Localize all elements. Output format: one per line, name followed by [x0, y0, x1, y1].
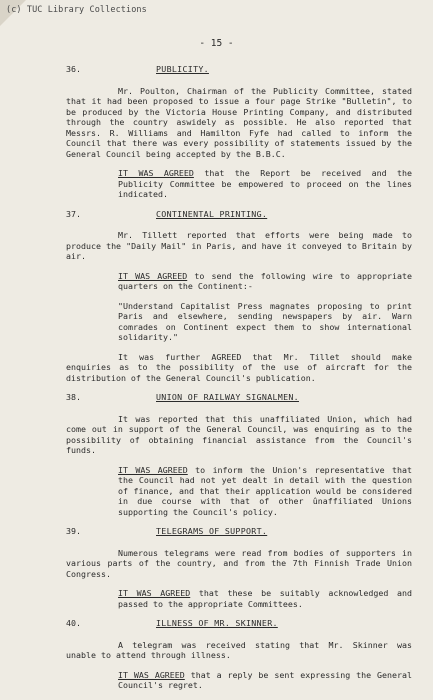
resolution [118, 465, 412, 518]
section-number: 37. [66, 208, 81, 219]
resolution-text: to inform the Union's representative that the Council had not yet dealt in detail with the question of finance, and that their application would be considered in due course with that of other ûnaffiliated Unions supporting the Council's policy. [118, 464, 413, 517]
paragraph: It was further AGREED that Mr. Tillet should make enquiries as to the possibility of the use of aircraft for the distribution of the General Council's publication. [66, 351, 412, 383]
resolution-lead: IT WAS AGREED [118, 464, 188, 475]
resolution-lead: IT WAS AGREED [118, 588, 191, 598]
section-number: 39. [66, 526, 81, 536]
resolution [118, 271, 412, 292]
page-number: - 15 - [199, 38, 234, 49]
minute-section [66, 526, 412, 609]
section-title: PUBLICITY. [156, 64, 209, 74]
paragraph: It was reported that this unaffiliated Union, which had come out in support of the General Council, was enquiring as to the possibility of obtaining financial assistance from the Council's funds. [66, 413, 412, 455]
minute-section [66, 618, 412, 691]
resolution-lead: IT WAS AGREED [118, 669, 185, 680]
resolution-text: that a reply be sent expressing the General Council's regret. [118, 669, 412, 690]
section-number: 36. [66, 64, 81, 74]
paragraph: A telegram was received stating that Mr. Skinner was unable to attend through illness. [66, 639, 412, 660]
resolution-text: that the Report be received and the Publicity Committee be empowered to proceed on the lines indicated. [118, 168, 413, 199]
section-heading [66, 618, 412, 629]
minute-section [66, 64, 412, 200]
resolution [118, 670, 412, 691]
resolution [118, 168, 412, 200]
section-title: CONTINENTAL PRINTING. [156, 208, 268, 219]
section-heading [66, 64, 412, 75]
section-title: ILLNESS OF MR. SKINNER. [156, 618, 278, 628]
minute-section [66, 392, 412, 517]
watermark: (c) TUC Library Collections [6, 5, 147, 15]
resolution-lead: IT WAS AGREED [118, 168, 194, 178]
section-heading [66, 392, 412, 403]
resolution [118, 588, 412, 609]
minute-section [66, 209, 412, 384]
minutes-body [66, 64, 412, 700]
section-title: TELEGRAMS OF SUPPORT. [156, 526, 268, 536]
paragraph: Mr. Tillett reported that efforts were being made to produce the "Daily Mail" in Paris, and have it conveyed to Britain by air. [66, 230, 412, 261]
section-heading [66, 526, 412, 537]
telegram-quote: "Understand Capitalist Press magnates proposing to print Paris and elsewhere, sending newspapers by air. Warn comrades on Continent expect them to show international solidarity." [118, 300, 412, 342]
paragraph: Mr. Poulton, Chairman of the Publicity Committee, stated that it had been proposed to issue a four page Strike "Bulletin", to be produced by the Victoria House Printing Company, and distributed through the country aswidely as possible. He also reported that Messrs. R. Williams and Hamilton Fyfe had called to inform the Council that there was every possibility of statements issued by the General Council being accepted by the B.B.C. [66, 85, 412, 159]
resolution-text: that these be suitably acknowledged and passed to the appropriate Committees. [118, 588, 412, 609]
section-heading [66, 209, 412, 220]
resolution-text: to send the following wire to appropriate quarters on the Continent:- [118, 270, 412, 291]
paragraph: Numerous telegrams were read from bodies of supporters in various parts of the country, and from the 7th Finnish Trade Union Congress. [66, 547, 412, 579]
section-title: UNION OF RAILWAY SIGNALMEN. [156, 392, 299, 402]
section-number: 38. [66, 392, 81, 402]
resolution-lead: IT WAS AGREED [118, 270, 188, 281]
section-number: 40. [66, 618, 81, 628]
